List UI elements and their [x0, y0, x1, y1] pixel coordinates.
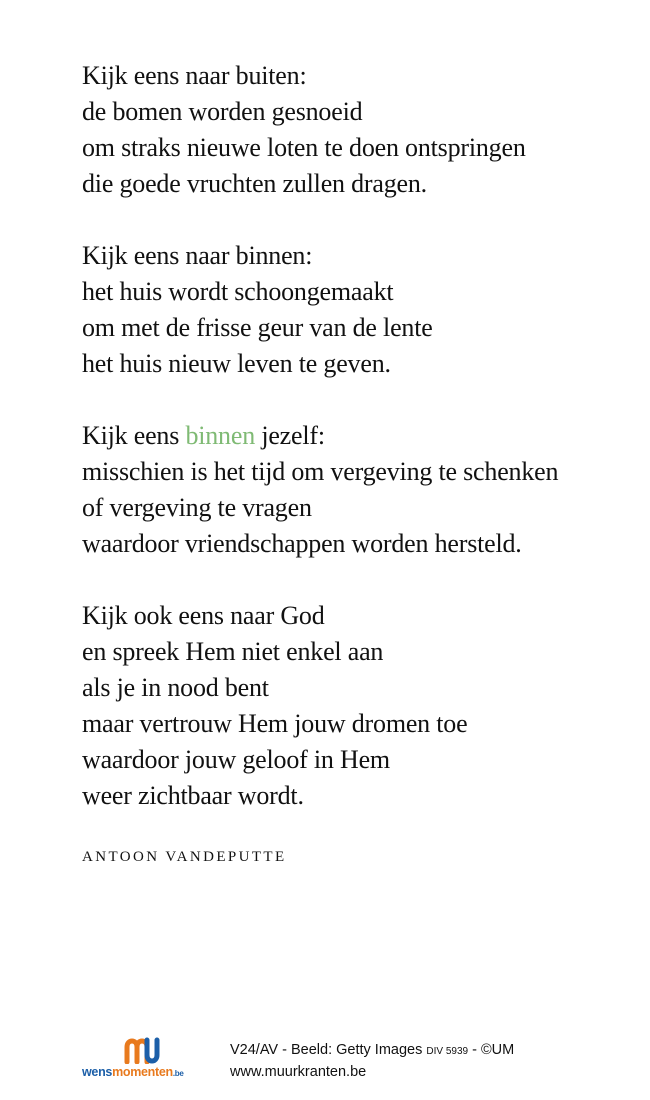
author-name: ANTOON VANDEPUTTE [82, 849, 287, 865]
stanza-1 [82, 58, 622, 202]
logo-wordmark: wensmomenten.be [82, 1065, 184, 1079]
stanza-2 [82, 238, 622, 382]
poem-line: en spreek Hem niet enkel aan [82, 637, 384, 666]
poem-line: Kijk ook eens naar God [82, 601, 325, 630]
wensmomenten-logo [82, 1036, 214, 1086]
poem-line: waardoor vriendschappen worden hersteld. [82, 529, 522, 558]
poem-line: de bomen worden gesnoeid [82, 97, 363, 126]
stanza-3 [82, 418, 622, 562]
poem-line: misschien is het tijd om vergeving te schenken [82, 457, 559, 486]
poem-line: het huis wordt schoongemaakt [82, 277, 394, 306]
stanza-4 [82, 598, 622, 814]
credit-line: V24/AV - Beeld: Getty Images DIV 5939 - ©UM [230, 1042, 515, 1058]
poem-line: om straks nieuwe loten te doen ontspringen [82, 133, 526, 162]
poem-line: als je in nood bent [82, 673, 269, 702]
highlighted-word: binnen [185, 421, 256, 450]
poem-line: het huis nieuw leven te geven. [82, 349, 391, 378]
poem-line: om met de frisse geur van de lente [82, 313, 433, 342]
poem-line: Kijk eens naar binnen: [82, 241, 313, 270]
logo-mark-icon [122, 1036, 170, 1064]
website-link[interactable]: www.muurkranten.be [230, 1064, 367, 1080]
footer-info [230, 1040, 514, 1083]
poem-line: waardoor jouw geloof in Hem [82, 745, 390, 774]
poem-line: Kijk eens naar buiten: [82, 61, 307, 90]
poem-line: maar vertrouw Hem jouw dromen toe [82, 709, 468, 738]
poem-line-end: jezelf: [255, 421, 325, 450]
poem-line: of vergeving te vragen [82, 493, 312, 522]
poem-line [82, 418, 622, 454]
poem-line: weer zichtbaar wordt. [82, 781, 304, 810]
poem-line-start: Kijk eens [82, 421, 186, 450]
credit-code: DIV 5939 [426, 1046, 469, 1057]
poem-line: die goede vruchten zullen dragen. [82, 169, 427, 198]
poem [82, 58, 622, 850]
